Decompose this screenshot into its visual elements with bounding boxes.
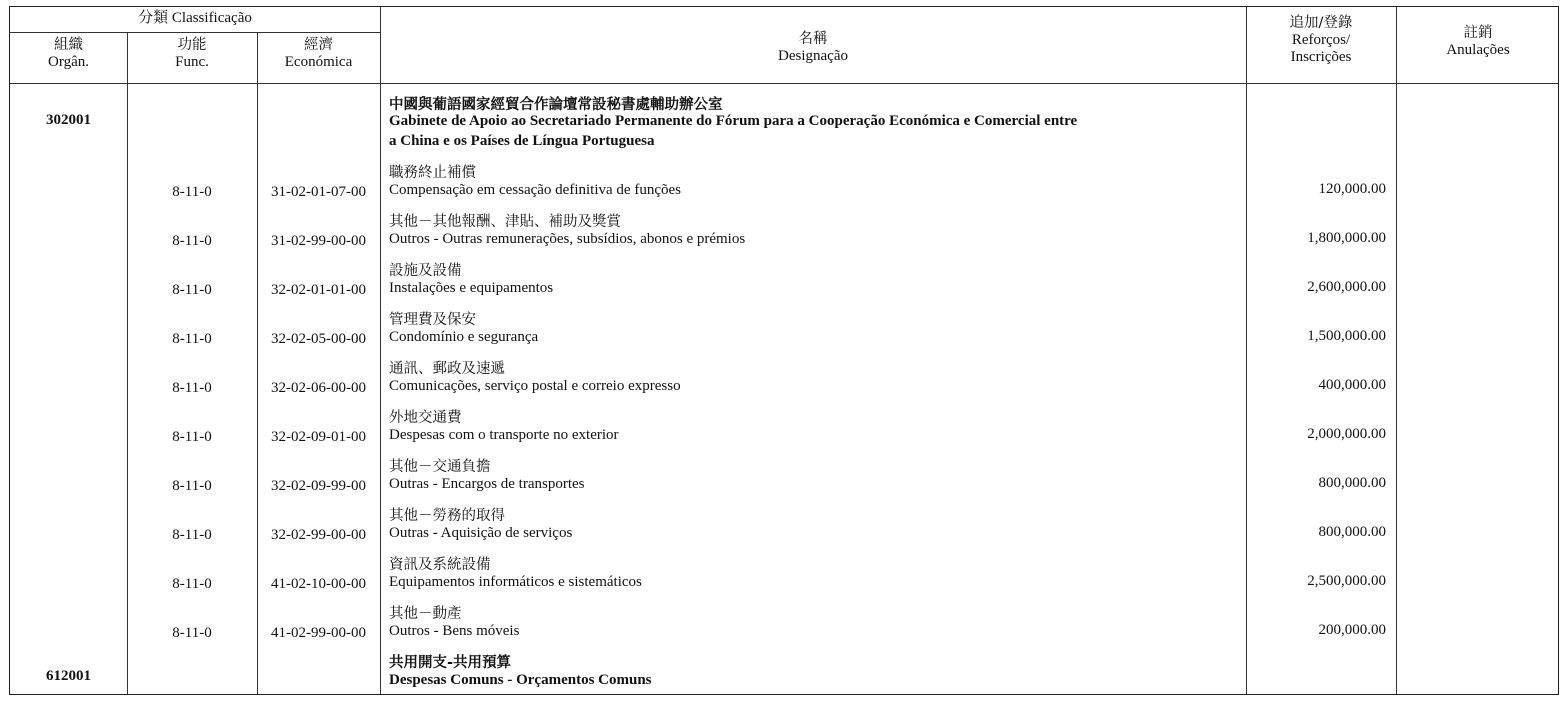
designation-header: 名稱 Designação — [778, 31, 848, 64]
item-name-zh: 通訊、郵政及速遞 — [389, 361, 505, 377]
func-header: 功能 Func. — [175, 37, 209, 70]
table-row — [10, 502, 1558, 552]
organ-name-pt: Despesas Comuns - Orçamentos Comuns — [389, 672, 652, 688]
econ-code: 32-02-01-01-00 — [271, 282, 366, 298]
item-name-pt: Outros - Bens móveis — [389, 623, 520, 639]
item-name-zh: 設施及設備 — [389, 263, 462, 279]
item-name-pt: Compensação em cessação definitiva de funções — [389, 182, 681, 198]
func-code: 8-11-0 — [172, 527, 212, 543]
item-name-zh: 外地交通費 — [389, 410, 462, 426]
organ-name-zh: 中國與葡語國家經貿合作論壇常設秘書處輔助辦公室 — [389, 97, 723, 113]
func-code: 8-11-0 — [172, 380, 212, 396]
econ-code: 32-02-06-00-00 — [271, 380, 366, 396]
func-code: 8-11-0 — [172, 576, 212, 592]
item-name-pt: Condomínio e segurança — [389, 329, 539, 345]
table-row — [10, 355, 1558, 405]
item-name-zh: 管理費及保安 — [389, 312, 476, 328]
organ-header: 組織 Orgân. — [48, 37, 89, 70]
econ-code: 41-02-99-00-00 — [271, 625, 366, 641]
func-code: 8-11-0 — [172, 625, 212, 641]
item-name-zh: 其他－動產 — [389, 606, 462, 622]
item-name-zh: 其他－交通負擔 — [389, 459, 491, 475]
item-name-zh: 資訊及系統設備 — [389, 557, 491, 573]
item-name-pt: Outros - Outras remunerações, subsídios, abonos e prémios — [389, 231, 746, 247]
organ-name-pt-continued: a China e os Países de Língua Portuguesa — [389, 133, 655, 149]
item-name-pt: Despesas com o transporte no exterior — [389, 427, 619, 443]
reinforcement-amount: 1,800,000.00 — [1307, 230, 1386, 246]
reinforcement-amount: 120,000.00 — [1318, 181, 1386, 197]
econ-header: 經濟 Económica — [284, 37, 353, 70]
organ-name-pt: Gabinete de Apoio ao Secretariado Permanente do Fórum para a Cooperação Económica e Comercial entre — [389, 113, 1078, 129]
item-name-pt: Outras - Aquisição de serviços — [389, 525, 573, 541]
table-row — [10, 404, 1558, 454]
reinforcement-amount: 200,000.00 — [1318, 622, 1386, 638]
econ-code: 32-02-99-00-00 — [271, 527, 366, 543]
organ-name-zh: 共用開支-共用預算 — [389, 655, 512, 671]
organ-code: 612001 — [46, 668, 91, 684]
table-row — [10, 159, 1558, 209]
func-code: 8-11-0 — [172, 331, 212, 347]
item-name-pt: Instalações e equipamentos — [389, 280, 554, 296]
econ-code: 32-02-09-99-00 — [271, 478, 366, 494]
row-divider — [10, 32, 380, 33]
table-row — [10, 600, 1558, 650]
item-name-pt: Comunicações, serviço postal e correio expresso — [389, 378, 681, 394]
func-code: 8-11-0 — [172, 478, 212, 494]
table-row — [10, 551, 1558, 601]
item-name-zh: 職務終止補償 — [389, 165, 476, 181]
item-name-zh: 其他－勞務的取得 — [389, 508, 505, 524]
classification-header: 分類 Classificação — [138, 10, 252, 26]
econ-code: 32-02-09-01-00 — [271, 429, 366, 445]
econ-code: 31-02-99-00-00 — [271, 233, 366, 249]
item-name-zh: 其他－其他報酬、津貼、補助及獎賞 — [389, 214, 621, 230]
item-name-pt: Outras - Encargos de transportes — [389, 476, 585, 492]
table-row — [10, 453, 1558, 503]
organ-code: 302001 — [46, 112, 91, 128]
reinforcement-amount: 2,600,000.00 — [1307, 279, 1386, 295]
reinforcement-amount: 800,000.00 — [1318, 524, 1386, 540]
func-code: 8-11-0 — [172, 429, 212, 445]
item-name-pt: Equipamentos informáticos e sistemáticos — [389, 574, 642, 590]
econ-code: 41-02-10-00-00 — [271, 576, 366, 592]
annulments-header: 註銷 Anulações — [1446, 25, 1510, 58]
func-code: 8-11-0 — [172, 282, 212, 298]
reinforcement-amount: 2,000,000.00 — [1307, 426, 1386, 442]
table-row — [10, 306, 1558, 356]
reinforcement-amount: 800,000.00 — [1318, 475, 1386, 491]
reinforcement-amount: 400,000.00 — [1318, 377, 1386, 393]
reinforcement-amount: 2,500,000.00 — [1307, 573, 1386, 589]
header-divider — [10, 83, 1558, 84]
budget-table — [9, 6, 1559, 695]
reinforcement-amount: 1,500,000.00 — [1307, 328, 1386, 344]
econ-code: 31-02-01-07-00 — [271, 184, 366, 200]
func-code: 8-11-0 — [172, 233, 212, 249]
econ-code: 32-02-05-00-00 — [271, 331, 366, 347]
table-row — [10, 257, 1558, 307]
table-row — [10, 208, 1558, 258]
func-code: 8-11-0 — [172, 184, 212, 200]
reinforcements-header: 追加/登錄 Reforços/ Inscrições — [1289, 15, 1353, 65]
